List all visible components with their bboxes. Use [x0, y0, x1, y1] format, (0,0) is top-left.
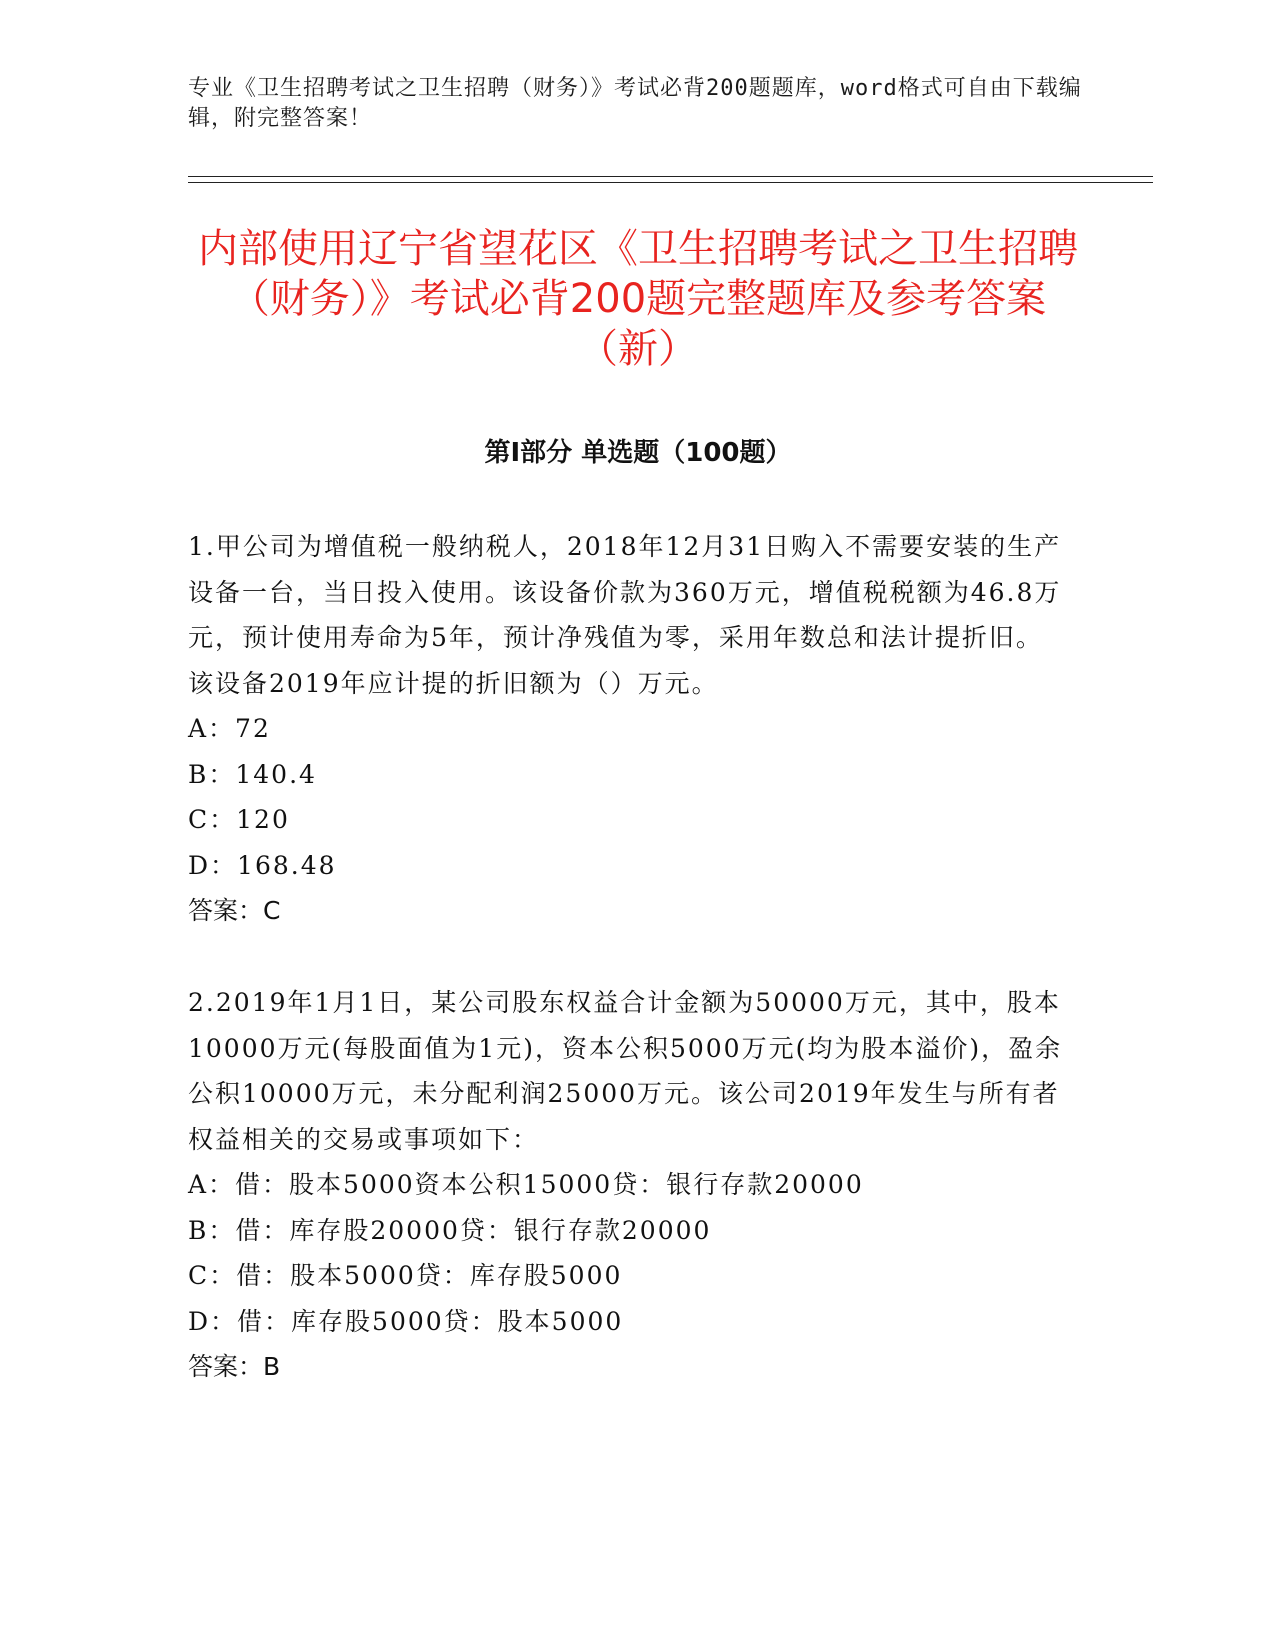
option-b: B：借：库存股20000贷：银行存款20000 — [188, 1215, 712, 1245]
question-2 — [188, 980, 1068, 1390]
question-1 — [188, 524, 1068, 934]
option-c: C：借：股本5000贷：库存股5000 — [188, 1261, 623, 1290]
option-d: D：借：库存股5000贷：股本5000 — [188, 1306, 624, 1336]
header-note: 专业《卫生招聘考试之卫生招聘（财务）》考试必背200题题库，word格式可自由下载编辑，附完整答案！ — [188, 76, 1082, 131]
section-heading: 第I部分 单选题（100题） — [484, 438, 792, 468]
document-title: 内部使用辽宁省望花区《卫生招聘考试之卫生招聘（财务）》考试必背200题完整题库及参考答案（新） — [198, 226, 1078, 372]
option-d: D：168.48 — [188, 850, 337, 880]
answer: 答案：C — [188, 896, 281, 925]
question-stem: 1.甲公司为增值税一般纳税人，2018年12月31日购入不需要安装的生产设备一台，当日投入使用。该设备价款为360万元，增值税税额为46.8万元，预计使用寿命为5年，预计净残值为零，采用年数总和法计提折旧。该设备2019年应计提的折旧额为（）万元。 — [188, 532, 1062, 698]
option-a: A：72 — [188, 714, 271, 743]
header-rule-bottom — [188, 182, 1153, 183]
question-stem: 2.2019年1月1日，某公司股东权益合计金额为50000万元，其中，股本10000万元(每股面值为1元)，资本公积5000万元(均为股本溢价)，盈余公积10000万元，未分配利润25000万元。该公司2019年发生与所有者权益相关的交易或事项如下： — [188, 988, 1063, 1154]
option-c: C：120 — [188, 805, 290, 834]
answer: 答案：B — [188, 1352, 281, 1381]
option-b: B：140.4 — [188, 759, 317, 789]
header-rule-top — [188, 176, 1153, 177]
option-a: A：借：股本5000资本公积15000贷：银行存款20000 — [188, 1170, 864, 1199]
